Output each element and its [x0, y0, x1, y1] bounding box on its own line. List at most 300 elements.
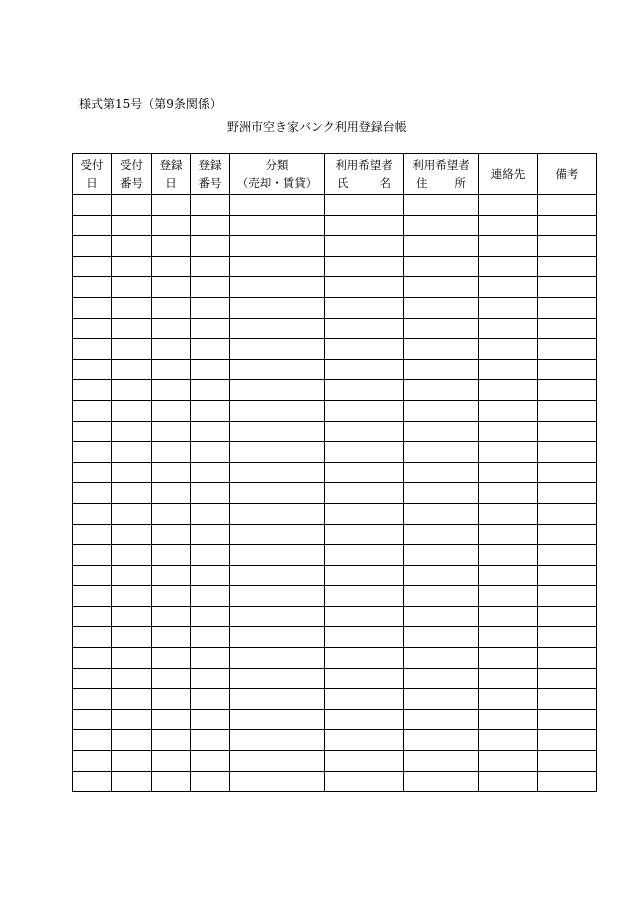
table-cell: [230, 586, 325, 607]
table-cell: [73, 215, 112, 236]
form-title: 野洲市空き家バンク利用登録台帳: [227, 120, 407, 134]
table-cell: [538, 359, 597, 380]
table-cell: [230, 380, 325, 401]
table-cell: [191, 277, 230, 298]
table-cell: [152, 215, 191, 236]
table-cell: [538, 442, 597, 463]
header-line: 利用希望者: [412, 158, 470, 172]
header-contact: [479, 154, 538, 195]
table-row: [73, 771, 597, 792]
table-cell: [152, 668, 191, 689]
table-cell: [73, 503, 112, 524]
table-cell: [325, 751, 404, 772]
table-cell: [191, 421, 230, 442]
table-cell: [538, 771, 597, 792]
table-cell: [479, 668, 538, 689]
table-cell: [112, 339, 152, 360]
table-cell: [152, 380, 191, 401]
table-cell: [325, 586, 404, 607]
table-cell: [191, 339, 230, 360]
table-cell: [73, 339, 112, 360]
table-cell: [73, 297, 112, 318]
table-cell: [404, 503, 479, 524]
table-cell: [152, 421, 191, 442]
table-cell: [538, 565, 597, 586]
table-cell: [112, 400, 152, 421]
table-cell: [325, 339, 404, 360]
table-cell: [73, 318, 112, 339]
table-row: [73, 668, 597, 689]
table-cell: [538, 256, 597, 277]
table-cell: [538, 215, 597, 236]
table-row: [73, 709, 597, 730]
table-cell: [538, 709, 597, 730]
table-cell: [538, 236, 597, 257]
table-cell: [325, 771, 404, 792]
table-cell: [191, 442, 230, 463]
table-row: [73, 195, 597, 216]
table-cell: [479, 730, 538, 751]
table-cell: [404, 442, 479, 463]
header-line: 日: [165, 176, 177, 190]
table-cell: [404, 359, 479, 380]
table-cell: [230, 359, 325, 380]
table-cell: [404, 524, 479, 545]
table-row: [73, 565, 597, 586]
table-cell: [479, 421, 538, 442]
table-cell: [325, 277, 404, 298]
table-cell: [112, 689, 152, 710]
table-cell: [152, 524, 191, 545]
table-cell: [404, 648, 479, 669]
table-cell: [230, 503, 325, 524]
header-registration-number: [191, 154, 230, 195]
table-cell: [538, 545, 597, 566]
table-row: [73, 318, 597, 339]
table-cell: [538, 668, 597, 689]
table-cell: [538, 483, 597, 504]
table-cell: [230, 256, 325, 277]
header-line: 登録: [159, 158, 183, 172]
table-cell: [230, 524, 325, 545]
header-line: 分類: [265, 158, 289, 172]
table-cell: [230, 648, 325, 669]
header-char: 所: [454, 176, 466, 190]
table-cell: [152, 339, 191, 360]
table-cell: [73, 483, 112, 504]
table-cell: [325, 565, 404, 586]
table-cell: [191, 709, 230, 730]
table-cell: [325, 648, 404, 669]
table-cell: [73, 751, 112, 772]
header-reception-date: [73, 154, 112, 195]
header-line: [404, 174, 478, 192]
table-cell: [191, 565, 230, 586]
table-cell: [112, 297, 152, 318]
table-cell: [112, 648, 152, 669]
table-cell: [73, 277, 112, 298]
table-header: [73, 154, 597, 195]
table-cell: [112, 565, 152, 586]
table-cell: [152, 627, 191, 648]
table-cell: [112, 442, 152, 463]
table-cell: [73, 689, 112, 710]
table-cell: [230, 689, 325, 710]
table-cell: [538, 318, 597, 339]
table-cell: [538, 606, 597, 627]
table-cell: [325, 421, 404, 442]
table-cell: [230, 318, 325, 339]
table-cell: [230, 215, 325, 236]
header-line: 受付: [80, 158, 104, 172]
table-cell: [230, 730, 325, 751]
table-cell: [73, 524, 112, 545]
table-cell: [230, 236, 325, 257]
table-row: [73, 236, 597, 257]
table-cell: [112, 236, 152, 257]
table-cell: [479, 565, 538, 586]
table-cell: [230, 400, 325, 421]
header-line: 番号: [198, 176, 222, 190]
table-cell: [152, 256, 191, 277]
table-cell: [404, 400, 479, 421]
table-cell: [404, 339, 479, 360]
table-cell: [112, 503, 152, 524]
table-cell: [191, 545, 230, 566]
header-line: 登録: [198, 158, 222, 172]
table-cell: [112, 462, 152, 483]
table-cell: [191, 256, 230, 277]
table-cell: [404, 195, 479, 216]
table-cell: [112, 256, 152, 277]
table-cell: [479, 689, 538, 710]
table-row: [73, 483, 597, 504]
table-row: [73, 689, 597, 710]
table-cell: [73, 627, 112, 648]
table-cell: [538, 339, 597, 360]
table-cell: [191, 689, 230, 710]
table-row: [73, 339, 597, 360]
table-cell: [152, 400, 191, 421]
table-cell: [112, 380, 152, 401]
table-cell: [112, 771, 152, 792]
table-cell: [404, 730, 479, 751]
table-cell: [73, 771, 112, 792]
table-cell: [230, 195, 325, 216]
table-cell: [152, 565, 191, 586]
table-cell: [191, 648, 230, 669]
table-cell: [191, 215, 230, 236]
table-cell: [73, 462, 112, 483]
header-line: （売却・賃貸）: [236, 176, 318, 190]
table-cell: [152, 771, 191, 792]
table-cell: [152, 359, 191, 380]
table-cell: [230, 483, 325, 504]
table-cell: [230, 627, 325, 648]
table-cell: [404, 565, 479, 586]
table-cell: [112, 668, 152, 689]
table-row: [73, 606, 597, 627]
table-cell: [230, 668, 325, 689]
table-cell: [230, 545, 325, 566]
table-cell: [112, 277, 152, 298]
header-classification: [230, 154, 325, 195]
header-line: 番号: [120, 176, 143, 190]
table-cell: [479, 339, 538, 360]
table-cell: [325, 668, 404, 689]
table-cell: [538, 462, 597, 483]
table-cell: [112, 359, 152, 380]
table-cell: [152, 483, 191, 504]
table-cell: [152, 709, 191, 730]
table-cell: [404, 709, 479, 730]
table-row: [73, 256, 597, 277]
table-cell: [404, 751, 479, 772]
table-cell: [479, 256, 538, 277]
table-cell: [479, 709, 538, 730]
table-cell: [112, 751, 152, 772]
table-cell: [538, 524, 597, 545]
table-cell: [73, 421, 112, 442]
table-cell: [538, 195, 597, 216]
table-cell: [404, 668, 479, 689]
table-cell: [73, 380, 112, 401]
table-row: [73, 277, 597, 298]
table-cell: [191, 730, 230, 751]
table-cell: [230, 751, 325, 772]
table-row: [73, 648, 597, 669]
table-cell: [230, 565, 325, 586]
table-cell: [152, 751, 191, 772]
table-cell: [230, 421, 325, 442]
header-applicant-address: [404, 154, 479, 195]
table-row: [73, 503, 597, 524]
table-row: [73, 380, 597, 401]
form-number: 様式第15号（第9条関係）: [79, 97, 222, 111]
header-char: 名: [379, 176, 391, 190]
table-cell: [152, 318, 191, 339]
table-cell: [152, 648, 191, 669]
table-cell: [538, 421, 597, 442]
table-cell: [230, 297, 325, 318]
table-cell: [152, 236, 191, 257]
table-cell: [538, 627, 597, 648]
table-cell: [479, 297, 538, 318]
table-cell: [73, 400, 112, 421]
table-cell: [479, 524, 538, 545]
table-cell: [479, 277, 538, 298]
table-cell: [191, 586, 230, 607]
table-cell: [325, 627, 404, 648]
table-cell: [325, 215, 404, 236]
table-cell: [479, 359, 538, 380]
table-cell: [73, 709, 112, 730]
table-row: [73, 524, 597, 545]
table-row: [73, 442, 597, 463]
table-cell: [191, 380, 230, 401]
table-cell: [152, 586, 191, 607]
table-cell: [112, 545, 152, 566]
table-cell: [112, 195, 152, 216]
header-line: 受付: [120, 158, 143, 172]
table-cell: [191, 195, 230, 216]
table-cell: [538, 297, 597, 318]
table-cell: [325, 606, 404, 627]
table-cell: [479, 400, 538, 421]
register-table: [72, 153, 597, 792]
table-cell: [479, 462, 538, 483]
table-cell: [538, 689, 597, 710]
table-cell: [191, 297, 230, 318]
table-cell: [230, 442, 325, 463]
table-cell: [230, 462, 325, 483]
table-cell: [325, 442, 404, 463]
table-cell: [191, 483, 230, 504]
table-cell: [152, 503, 191, 524]
table-cell: [191, 771, 230, 792]
table-cell: [112, 524, 152, 545]
table-cell: [479, 648, 538, 669]
table-row: [73, 421, 597, 442]
table-cell: [325, 709, 404, 730]
table-cell: [230, 339, 325, 360]
table-cell: [230, 277, 325, 298]
table-cell: [538, 648, 597, 669]
table-cell: [479, 442, 538, 463]
table-cell: [325, 524, 404, 545]
table-cell: [191, 524, 230, 545]
table-cell: [479, 751, 538, 772]
header-remarks: [538, 154, 597, 195]
table-cell: [152, 462, 191, 483]
table-cell: [479, 195, 538, 216]
table-cell: [538, 400, 597, 421]
table-cell: [152, 195, 191, 216]
table-cell: [73, 668, 112, 689]
table-cell: [325, 318, 404, 339]
header-reception-number: [112, 154, 152, 195]
table-cell: [479, 627, 538, 648]
table-cell: [325, 297, 404, 318]
table-cell: [538, 277, 597, 298]
header-line: 備考: [555, 167, 579, 181]
table-cell: [479, 215, 538, 236]
header-line: 利用希望者: [335, 158, 393, 172]
table-cell: [479, 318, 538, 339]
header-row: [73, 154, 597, 195]
table-cell: [230, 606, 325, 627]
table-cell: [152, 606, 191, 627]
table-cell: [325, 483, 404, 504]
table-cell: [404, 236, 479, 257]
table-cell: [191, 606, 230, 627]
table-cell: [73, 730, 112, 751]
table-cell: [230, 771, 325, 792]
table-cell: [152, 442, 191, 463]
table-cell: [191, 751, 230, 772]
table-cell: [191, 400, 230, 421]
table-cell: [152, 545, 191, 566]
table-cell: [230, 709, 325, 730]
table-cell: [404, 318, 479, 339]
header-line: [325, 174, 403, 192]
table-row: [73, 545, 597, 566]
table-cell: [404, 545, 479, 566]
table-cell: [404, 277, 479, 298]
table-cell: [404, 771, 479, 792]
table-cell: [152, 277, 191, 298]
table-cell: [112, 586, 152, 607]
header-char: 氏: [337, 176, 349, 190]
table-cell: [325, 380, 404, 401]
table-cell: [538, 751, 597, 772]
table-cell: [479, 606, 538, 627]
header-registration-date: [152, 154, 191, 195]
table-cell: [73, 545, 112, 566]
table-cell: [538, 586, 597, 607]
table-row: [73, 462, 597, 483]
table-cell: [73, 442, 112, 463]
table-cell: [404, 297, 479, 318]
table-cell: [191, 668, 230, 689]
table-cell: [112, 627, 152, 648]
table-cell: [479, 586, 538, 607]
table-cell: [538, 503, 597, 524]
table-cell: [325, 730, 404, 751]
table-cell: [404, 689, 479, 710]
table-cell: [191, 236, 230, 257]
table-cell: [404, 256, 479, 277]
table-cell: [404, 421, 479, 442]
table-cell: [191, 503, 230, 524]
table-cell: [191, 359, 230, 380]
table-cell: [325, 689, 404, 710]
table-cell: [538, 380, 597, 401]
table-cell: [112, 730, 152, 751]
table-cell: [112, 709, 152, 730]
table-cell: [404, 483, 479, 504]
table-cell: [112, 421, 152, 442]
table-cell: [404, 586, 479, 607]
table-row: [73, 751, 597, 772]
table-row: [73, 215, 597, 236]
table-row: [73, 730, 597, 751]
table-cell: [404, 606, 479, 627]
header-char: 住: [416, 176, 428, 190]
table-cell: [191, 462, 230, 483]
table-row: [73, 627, 597, 648]
table-cell: [191, 627, 230, 648]
table-cell: [479, 545, 538, 566]
table-cell: [404, 215, 479, 236]
table-cell: [325, 503, 404, 524]
table-row: [73, 297, 597, 318]
table-row: [73, 586, 597, 607]
table-cell: [73, 648, 112, 669]
table-cell: [112, 215, 152, 236]
table-cell: [479, 380, 538, 401]
table-cell: [538, 730, 597, 751]
header-applicant-name: [325, 154, 404, 195]
table-cell: [325, 545, 404, 566]
table-cell: [73, 236, 112, 257]
table-body: [73, 195, 597, 792]
table-cell: [73, 195, 112, 216]
table-cell: [73, 256, 112, 277]
table-cell: [325, 236, 404, 257]
table-cell: [152, 689, 191, 710]
table-cell: [73, 586, 112, 607]
